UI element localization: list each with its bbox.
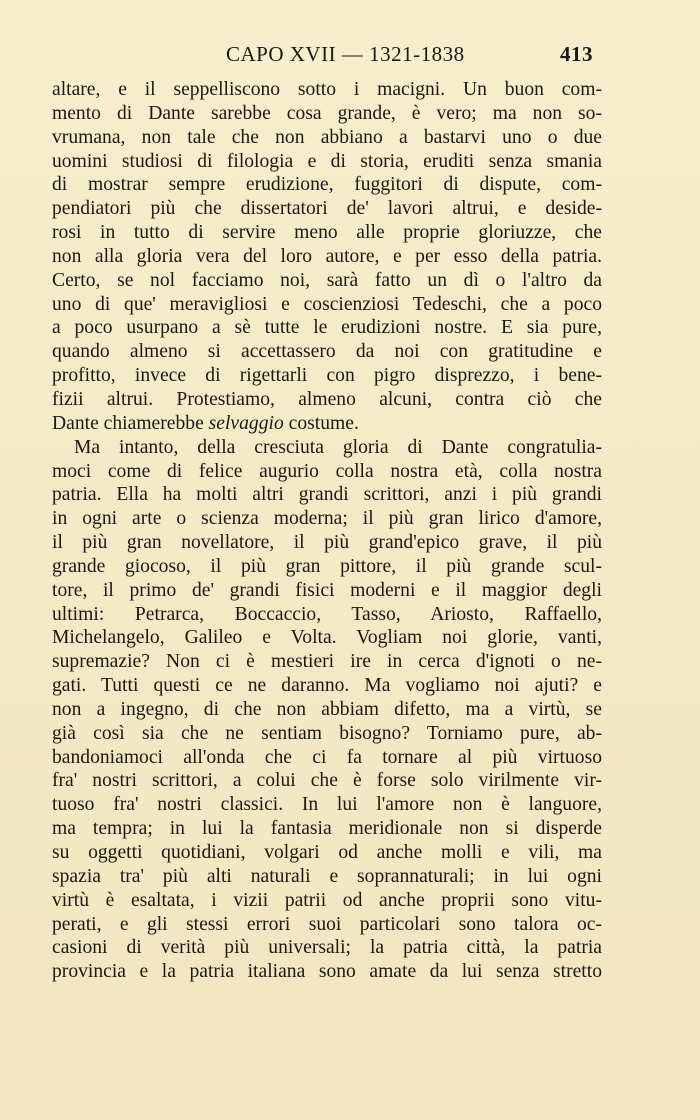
text-line: il più gran novellatore, il più grand'epico grave, il più (52, 532, 602, 554)
text-line: fra' nostri scrittori, a colui che è forse solo virilmente vir- (52, 770, 602, 792)
text-line-last (52, 412, 602, 436)
text-line: in ogni arte o scienza moderna; il più gran lirico d'amore, (52, 508, 602, 530)
text-line: Certo, se nol facciamo noi, sarà fatto un dì o l'altro da (52, 269, 602, 291)
text-line: ma tempra; in lui la fantasia meridionale non si disperde (52, 818, 602, 840)
text-line-indented: Ma intanto, della cresciuta gloria di Dante congratulia- (74, 436, 602, 458)
text-line: spazia tra' più alti naturali e soprannaturali; in lui ogni (52, 865, 602, 887)
text-line: mento di Dante sarebbe cosa grande, è vero; ma non so- (52, 102, 602, 124)
text-line: non alla gloria vera del loro autore, e per esso della patria. (52, 245, 602, 267)
italic-word: selvaggio (208, 412, 284, 434)
text-line: provincia e la patria italiana sono amate da lui senza stretto (52, 961, 602, 983)
text-line: di mostrar sempre erudizione, fuggitori di dispute, com- (52, 174, 602, 196)
text-line: a poco usurpano a sè tutte le erudizioni nostre. E sia pure, (52, 317, 602, 339)
text-line: tuoso fra' nostri classici. In lui l'amore non è languore, (52, 794, 602, 816)
text-line: patria. Ella ha molti altri grandi scrittori, anzi i più grandi (52, 484, 602, 506)
paragraph-2 (52, 436, 602, 984)
text-line: pendiatori più che dissertatori de' lavori altrui, e deside- (52, 198, 602, 220)
chapter-title: CAPO XVII — 1321-1838 (226, 42, 465, 66)
running-header (226, 42, 646, 72)
text-line: ultimi: Petrarca, Boccaccio, Tasso, Ariosto, Raffaello, (52, 603, 602, 625)
text-segment: Dante chiamerebbe (52, 412, 209, 434)
text-line: uomini studiosi di filologia e di storia, eruditi senza smania (52, 150, 602, 172)
page-number: 413 (560, 42, 593, 66)
text-line: grande giocoso, il più gran pittore, il più grande scul- (52, 555, 602, 577)
text-line: Michelangelo, Galileo e Volta. Vogliam noi glorie, vanti, (52, 627, 602, 649)
text-line: già così sia che ne sentiam bisogno? Torniamo pure, ab- (52, 722, 602, 744)
text-line: profitto, invece di rigettarli con pigro disprezzo, i bene- (52, 365, 602, 387)
paragraph-1 (52, 78, 602, 436)
text-line: supremazie? Non ci è mestieri ire in cerca d'ignoti o ne- (52, 651, 602, 673)
text-line: casioni di verità più universali; la patria città, la patria (52, 937, 602, 959)
text-line: virtù è esaltata, i vizii patrii od anche proprii sono vitu- (52, 889, 602, 911)
text-line: moci come di felice augurio colla nostra età, colla nostra (52, 460, 602, 482)
text-line: altare, e il seppelliscono sotto i macigni. Un buon com- (52, 79, 602, 100)
text-line: bandoniamoci all'onda che ci fa tornare al più virtuoso (52, 746, 602, 768)
text-line: rosi in tutto di servire meno alle proprie gloriuzze, che (52, 222, 602, 244)
text-line: quando almeno si accettassero da noi con gratitudine e (52, 341, 602, 363)
text-line: fizii altrui. Protestiamo, almeno alcuni, contra ciò che (52, 388, 602, 410)
text-line: gati. Tutti questi ce ne daranno. Ma vogliamo noi ajuti? e (52, 675, 602, 697)
text-line: perati, e gli stessi errori suoi particolari sono talora oc- (52, 913, 602, 935)
page-text (52, 78, 602, 984)
text-line: non a ingegno, di che non abbiam difetto, ma a virtù, se (52, 698, 602, 720)
text-line: vrumana, non tale che non abbiano a bastarvi uno o due (52, 126, 602, 148)
text-line: tore, il primo de' grandi fisici moderni e il maggior degli (52, 579, 602, 601)
text-segment: costume. (283, 412, 359, 434)
text-line: su oggetti quotidiani, volgari od anche molli e vili, ma (52, 842, 602, 863)
text-line: uno di que' meravigliosi e coscienziosi Tedeschi, che a poco (52, 293, 602, 315)
